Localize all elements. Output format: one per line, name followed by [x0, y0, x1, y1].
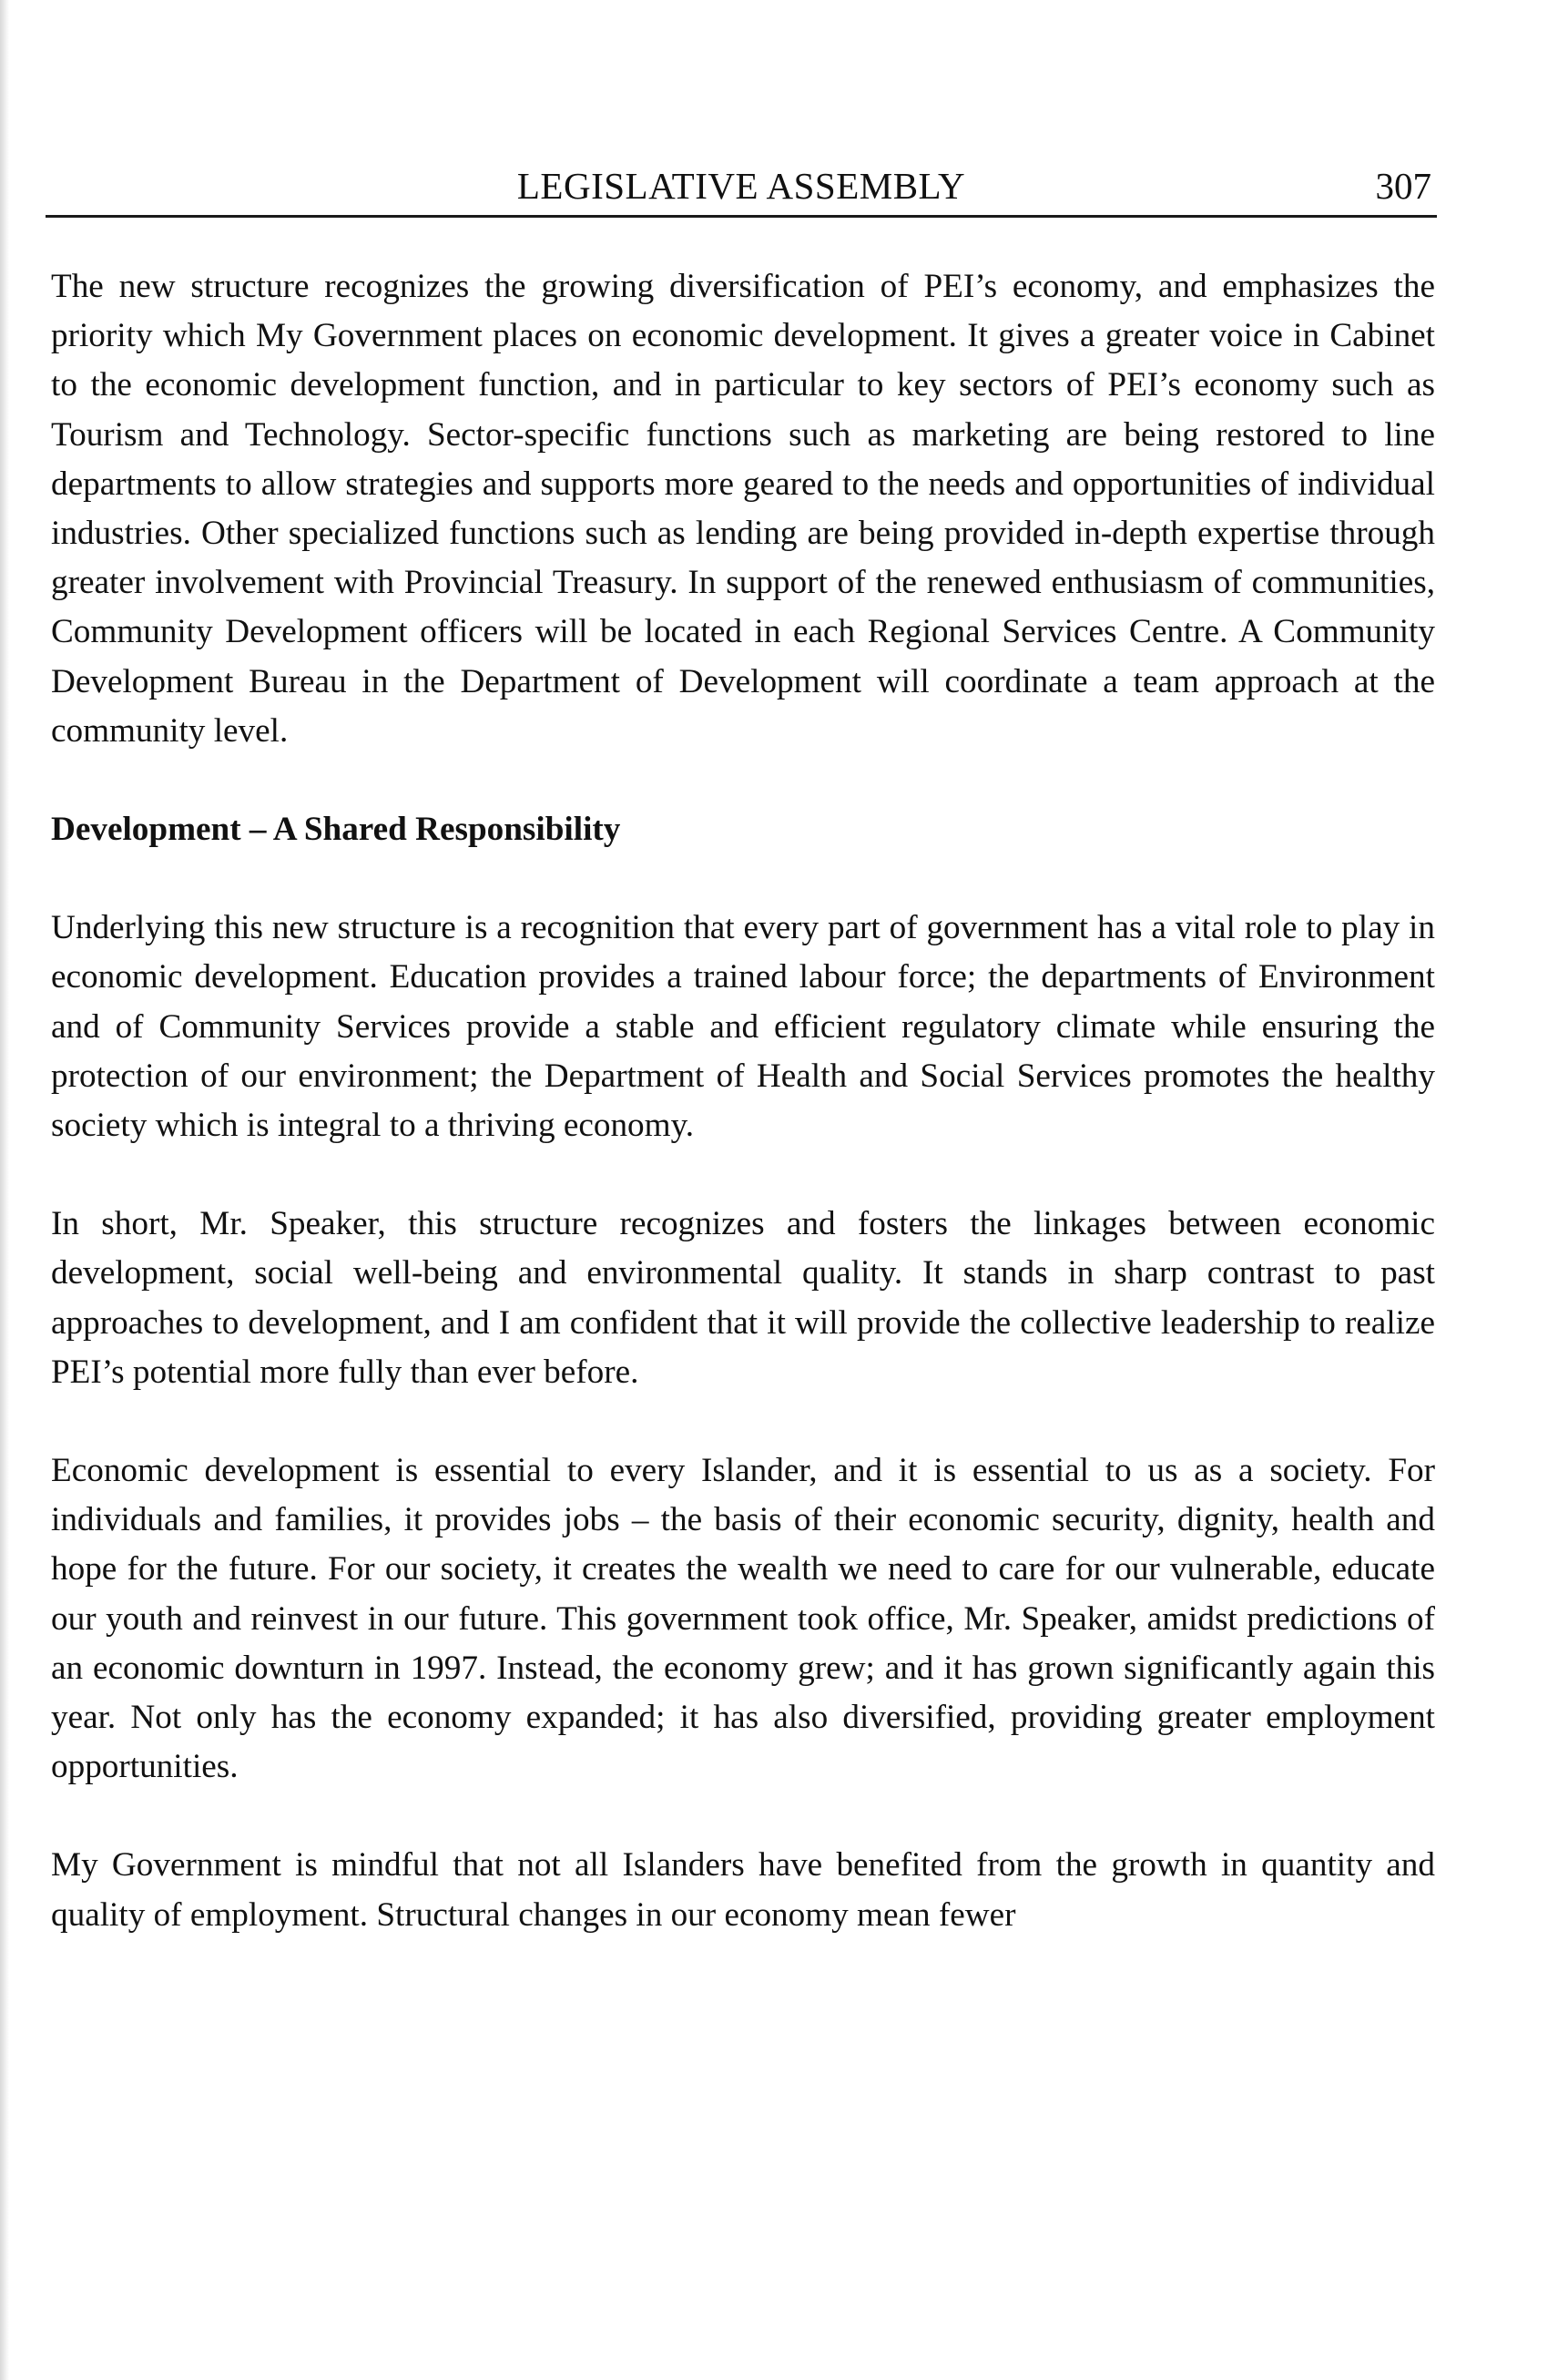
page-edge-shadow — [0, 0, 9, 2380]
paragraph-underlying-structure: Underlying this new structure is a recognition that every part of government has a vital role to play in economic development. Education provides a trained labour force; the departments of Environment and of Community Services provide a stable and efficient regulatory climate while ensuring the protection of our environment; the Department of Health and Social Services promotes the healthy society which is integral to a thriving economy. — [51, 909, 1435, 1145]
running-header — [46, 164, 1437, 218]
paragraph-economic-development: Economic development is essential to every Islander, and it is essential to us as a society. For individuals and families, it provides jobs – the basis of their economic security, dignity, health and hope for the future. For our society, it creates the wealth we need to care for our vulnerable, educate our youth and reinvest in our future. This government took office, Mr. Speaker, amidst predictions of an economic downturn in 1997. Instead, the economy grew; and it has grown significantly again this year. Not only has the economy expanded; it has also diversified, providing greater employment opportunities. — [51, 1452, 1435, 1786]
page-number: 307 — [1375, 165, 1431, 207]
paragraph-in-short: In short, Mr. Speaker, this structure recognizes and fosters the linkages between economic development, social well-being and environmental quality. It stands in sharp contrast to past approaches to development, and I am confident that it will provide the collective leadership to realize PEI’s potential more fully than ever before. — [51, 1205, 1435, 1391]
body-text — [51, 262, 1435, 1940]
paragraph-new-structure: The new structure recognizes the growing diversification of PEI’s economy, and emphasizes the priority which My Government places on economic development. It gives a greater voice in Cabinet to the economic development function, and in particular to key sectors of PEI’s economy such as Tourism and Technology. Sector-specific functions such as marketing are being restored to line departments to allow strategies and supports more geared to the needs and opportunities of individual industries. Other specialized functions such as lending are being provided in-depth expertise through greater involvement with Provincial Treasury. In support of the renewed enthusiasm of communities, Community Development officers will be located in each Regional Services Centre. A Community Development Bureau in the Department of Development will coordinate a team approach at the community level. — [51, 268, 1435, 750]
paragraph-government-mindful: My Government is mindful that not all Islanders have benefited from the growth in quantity and quality of employment. Structural changes in our economy mean fewer — [51, 1846, 1435, 1934]
section-heading: Development – A Shared Responsibility — [51, 811, 621, 849]
running-header-title: LEGISLATIVE ASSEMBLY — [516, 165, 966, 207]
